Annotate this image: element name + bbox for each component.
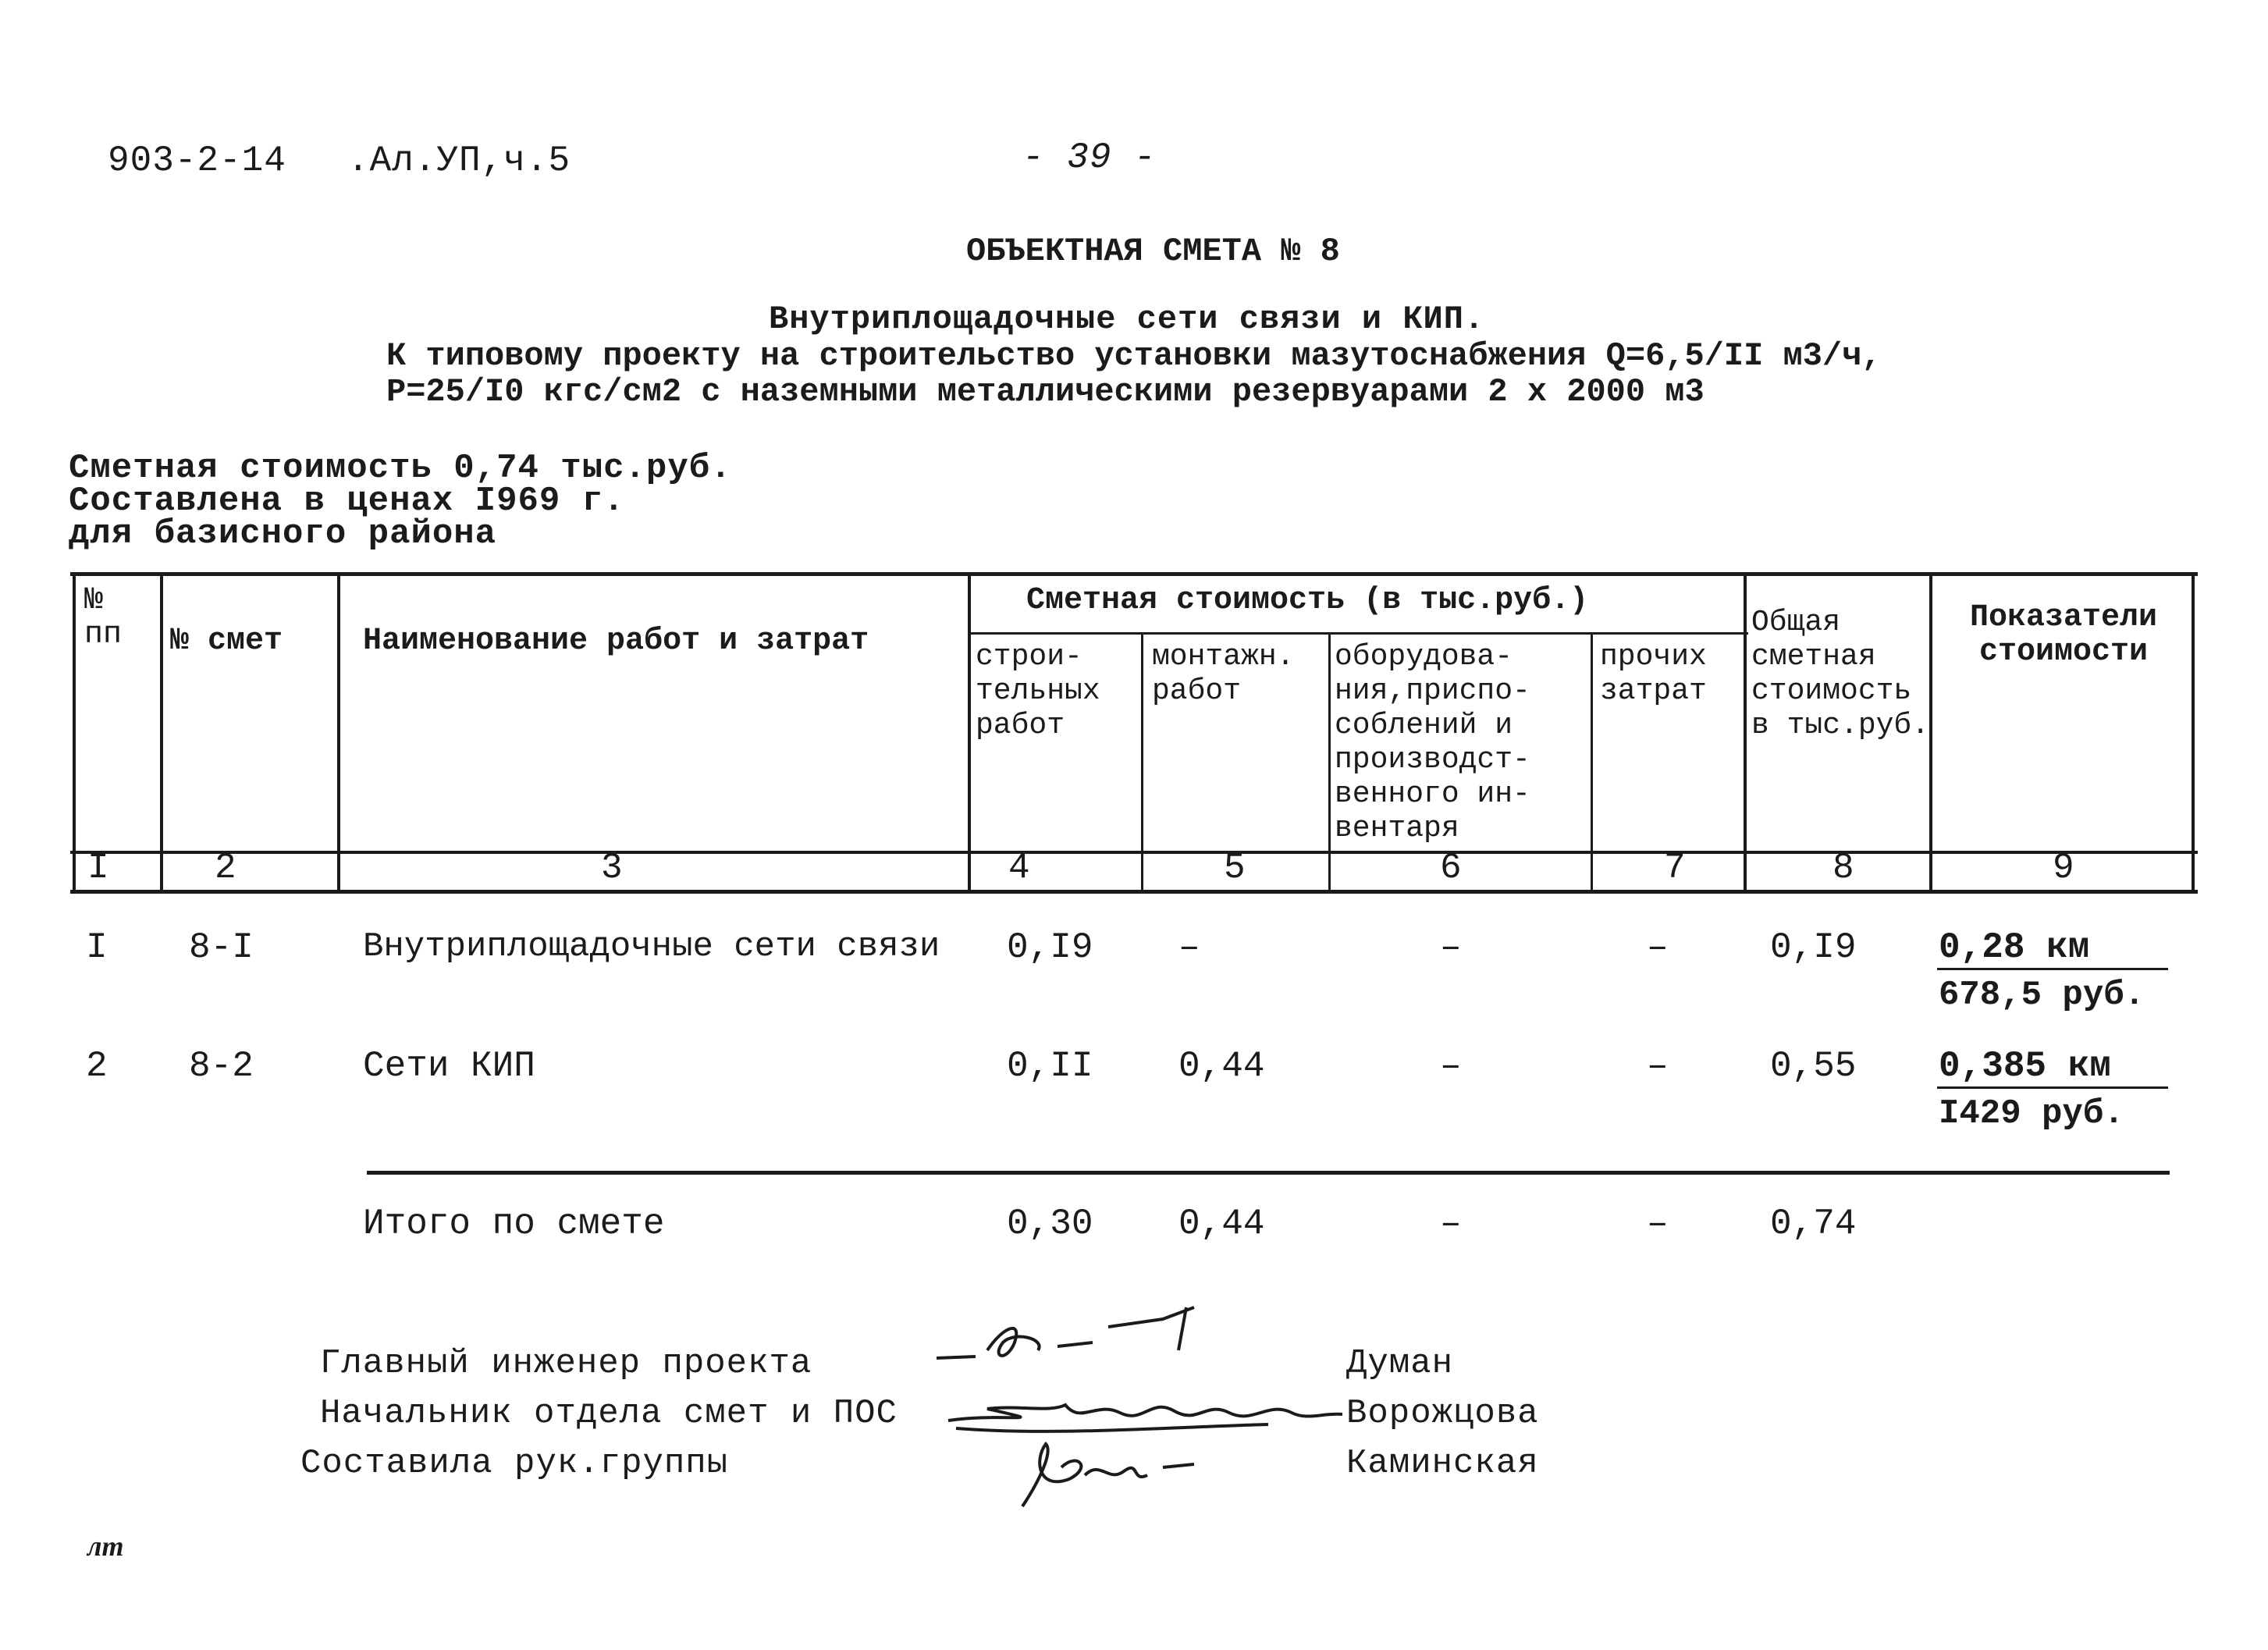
summary-prices: Составлена в ценах I969 г. [69,482,625,521]
vline-9 [2192,572,2195,894]
row2-installation: 0,44 [1178,1046,1265,1086]
row1-indicator-rule [1937,968,2168,970]
total-label: Итого по смете [363,1204,665,1244]
doc-title: ОБЪЕКТНАЯ СМЕТА № 8 [966,233,1340,270]
row1-smeta: 8-I [189,927,254,968]
header-col-installation: монтажн. работ [1152,640,1295,708]
vline-1 [160,572,163,894]
total-construction: 0,30 [1007,1204,1093,1244]
row2-total: 0,55 [1770,1046,1857,1086]
row1-name: Внутриплощадочные сети связи [363,927,940,966]
handwritten-signature-3 [1007,1436,1241,1514]
album-ref: .Ал.УП,ч.5 [347,140,571,181]
vline-6 [1591,634,1593,894]
row2-num: 2 [86,1046,108,1086]
colnum-1: I [87,848,109,888]
subtitle-line1: Внутриплощадочные сети связи и КИП. [769,300,1485,338]
row2-other: – [1647,1046,1669,1086]
footer-mark: лт [87,1531,124,1562]
signature-name-head: Ворожцова [1346,1394,1539,1433]
row2-indicator-top: 0,385 км [1939,1046,2111,1086]
colnum-3: 3 [601,848,623,888]
subtitle-line3: Р=25/I0 кгс/см2 с наземными металлическими резервуарами 2 х 2000 м3 [386,373,1705,411]
handwritten-signature-1 [929,1296,1288,1374]
row2-indicator-rule [1937,1086,2168,1089]
header-col-total: Общая сметная стоимость в тыс.руб. [1751,606,1930,742]
row2-name: Сети КИП [363,1046,535,1086]
header-col-equipment: оборудова-ния,приспо-соблений и производст-венного ин-вентаря [1335,640,1530,845]
header-col-smeta: № смет [170,624,283,659]
header-group-cost: Сметная стоимость (в тыс.руб.) [1026,583,1589,618]
subtitle-line2: К типовому проекту на строительство установки мазутоснабжения Q=6,5/II м3/ч, [386,337,1882,375]
total-equipment: – [1440,1204,1462,1244]
colnum-7: 7 [1664,848,1686,888]
row1-equipment: – [1440,927,1462,968]
header-col-num: № пп [84,583,123,653]
row1-num: I [86,927,108,968]
summary-region: для базисного района [69,514,497,553]
colnum-2: 2 [215,848,236,888]
row2-smeta: 8-2 [189,1046,254,1086]
row2-construction: 0,II [1007,1046,1093,1086]
signature-name-compiler: Каминская [1346,1444,1539,1483]
signature-role-compiler: Составила рук.группы [300,1444,729,1483]
total-separator [367,1171,2170,1175]
row2-equipment: – [1440,1046,1462,1086]
header-divider [70,851,2198,854]
row1-indicator-bottom: 678,5 руб. [1939,976,2145,1015]
colnum-8: 8 [1833,848,1854,888]
signature-role-head: Начальник отдела смет и ПОС [320,1394,898,1433]
row2-indicator-bottom: I429 руб. [1939,1094,2124,1133]
total-installation: 0,44 [1178,1204,1265,1244]
total-other: – [1647,1204,1669,1244]
signature-role-chief: Главный инженер проекта [320,1344,812,1383]
table-top-border [70,572,2198,576]
table-header-bottom [70,890,2198,894]
colnum-4: 4 [1008,848,1030,888]
vline-2 [337,572,340,894]
row1-installation: – [1178,927,1200,968]
signature-name-chief: Думан [1346,1344,1454,1383]
header-col-other: прочих затрат [1600,640,1707,708]
row1-total: 0,I9 [1770,927,1857,968]
vline-3 [968,572,971,894]
vline-7 [1744,572,1747,894]
header-col-construction: строи-тельных работ [976,640,1100,742]
colnum-9: 9 [2053,848,2074,888]
group-underline [968,632,1748,635]
summary-cost: Сметная стоимость 0,74 тыс.руб. [69,449,732,488]
colnum-6: 6 [1440,848,1462,888]
handwritten-signature-2 [940,1382,1346,1444]
total-sum: 0,74 [1770,1204,1857,1244]
colnum-5: 5 [1224,848,1246,888]
vline-0 [73,572,76,894]
doc-code: 903-2-14 [108,140,286,181]
vline-4 [1141,634,1143,894]
header-col-name: Наименование работ и затрат [363,624,869,659]
row1-indicator-top: 0,28 км [1939,927,2090,968]
header-col-indicators: Показатели стоимости [1969,600,2158,670]
row1-other: – [1647,927,1669,968]
row1-construction: 0,I9 [1007,927,1093,968]
page-number: - 39 - [1022,137,1157,178]
vline-5 [1328,634,1331,894]
